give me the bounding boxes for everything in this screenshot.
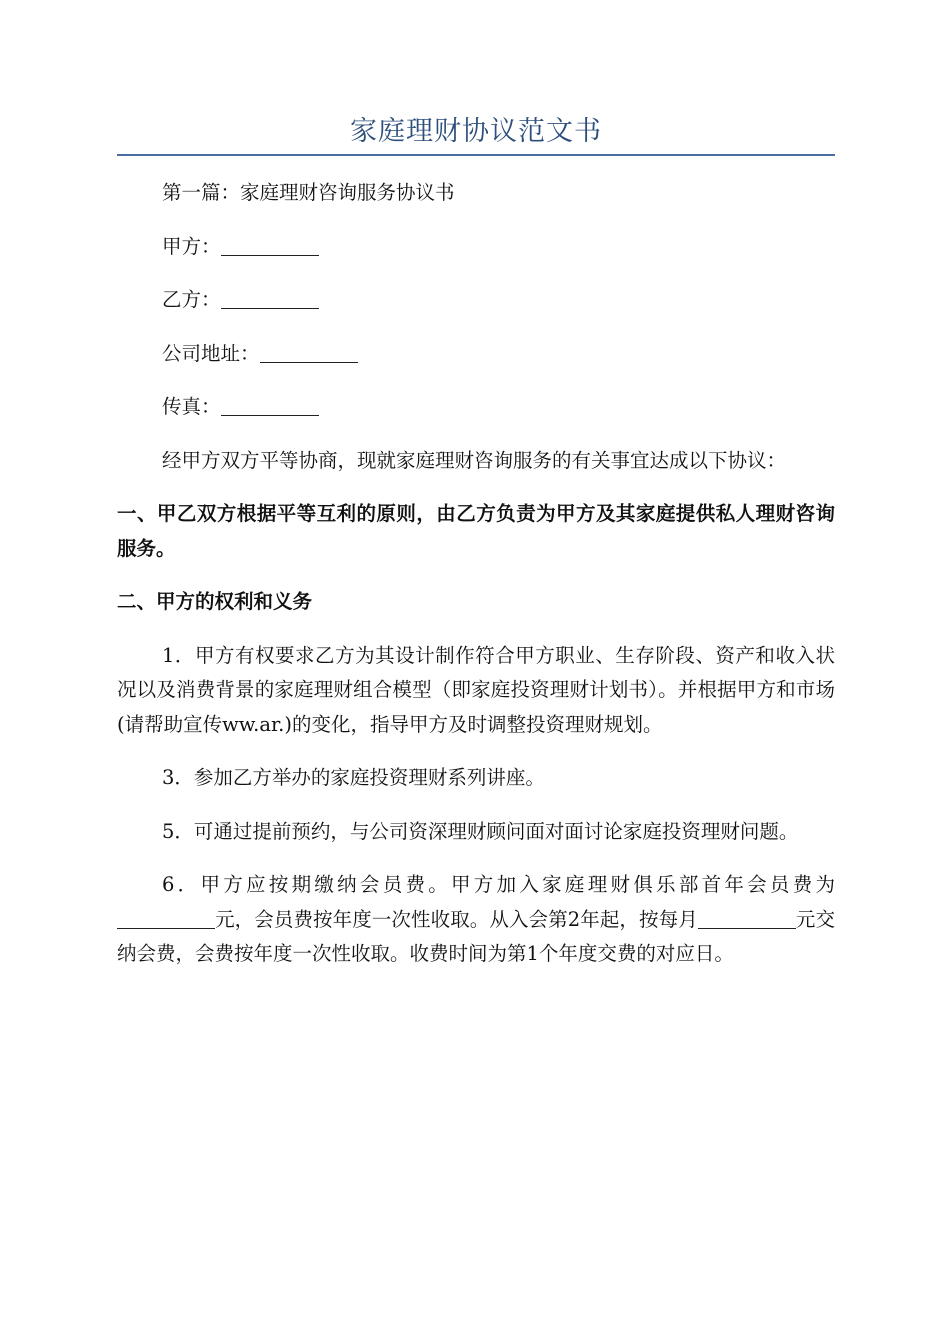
item-6-blank-1: [117, 908, 215, 929]
document-body: [117, 176, 835, 991]
item-6: [117, 868, 835, 972]
item-6-blank-2: [698, 908, 796, 929]
party-b-blank: [221, 289, 319, 310]
chapter-heading: 第一篇：家庭理财咨询服务协议书: [162, 181, 455, 204]
fax-blank: [221, 396, 319, 417]
item-5: 5．可通过提前预约，与公司资深理财顾问面对面讨论家庭投资理财问题。: [162, 819, 799, 843]
party-b-label: 乙方：: [162, 288, 221, 311]
item-1: 1．甲方有权要求乙方为其设计制作符合甲方职业、生存阶段、资产和收入状况以及消费背景的家庭理财组合模型（即家庭投资理财计划书）。并根据甲方和市场(请帮助宣传ww.ar.)的变化，指导甲方及时调整投资理财规划。: [117, 643, 835, 736]
party-b-line: [117, 283, 835, 318]
clause-1: 一、甲乙双方根据平等互利的原则，由乙方负责为甲方及其家庭提供私人理财咨询服务。: [117, 502, 835, 560]
party-a-line: [117, 230, 835, 265]
item-6-text-3: 元交纳会费，会费按年度一次性收取。收费时间为第1个年度交费的对应日。: [117, 907, 835, 965]
fax-line: [117, 390, 835, 425]
item-3: 3．参加乙方举办的家庭投资理财系列讲座。: [162, 766, 545, 789]
company-address-blank: [260, 342, 358, 363]
item-6-text-2: 元，会员费按年度一次性收取。从入会第2年起，按每月: [215, 907, 698, 931]
company-address-line: [117, 337, 835, 372]
title-underline: [117, 154, 835, 156]
intro-paragraph: 经甲方双方平等协商，现就家庭理财咨询服务的有关事宜达成以下协议：: [162, 448, 787, 472]
fax-label: 传真：: [162, 395, 221, 418]
clause-2-heading: 二、甲方的权利和义务: [117, 590, 313, 613]
party-a-label: 甲方：: [162, 234, 221, 258]
document-title: 家庭理财协议范文书: [350, 116, 602, 147]
company-address-label: 公司地址：: [162, 341, 260, 365]
item-6-text-1: 6．甲方应按期缴纳会员费。甲方加入家庭理财俱乐部首年会员费为: [162, 873, 835, 896]
party-a-blank: [221, 235, 319, 256]
